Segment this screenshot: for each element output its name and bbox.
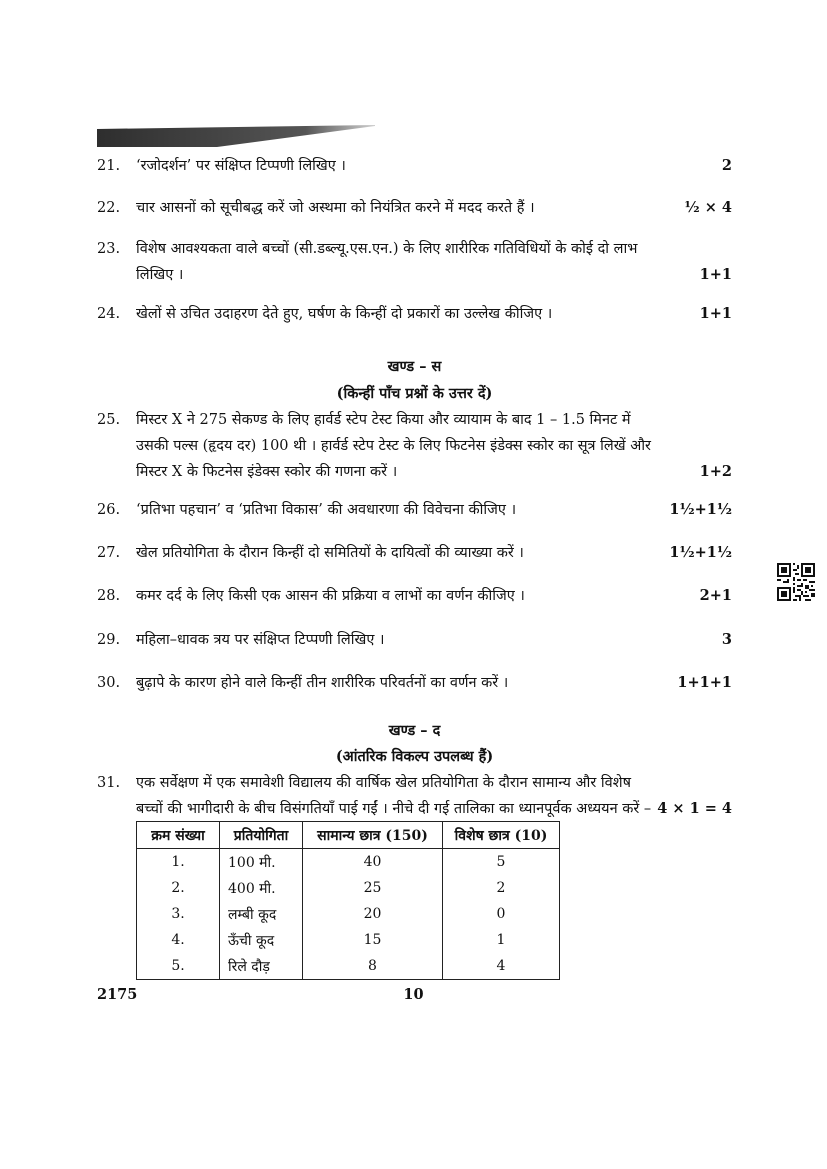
table-row	[137, 901, 560, 927]
question-text: एक सर्वेक्षण में एक समावेशी विद्यालय की वार्षिक खेल प्रतियोगिता के दौरान सामान्य और विशेष बच्चों की भागीदारी के बीच विसंगतियाँ पाई गईं । नीचे दी गई तालिका का ध्यानपूर्वक अध्ययन करें –	[136, 775, 652, 817]
table-cell: 400 मी.	[220, 875, 303, 901]
question-22	[97, 195, 732, 221]
question-text: चार आसनों को सूचीबद्ध करें जो अस्थमा को नियंत्रित करने में मदद करते हैं ।	[136, 200, 535, 216]
question-30	[97, 670, 732, 696]
question-number: 27.	[97, 545, 121, 561]
question-21	[97, 153, 732, 179]
question-24	[97, 301, 732, 327]
table-cell: 0	[443, 901, 560, 927]
question-marks: 1½+1½	[669, 501, 732, 518]
table-cell: 1.	[137, 849, 220, 876]
table-header: क्रम संख्या	[137, 822, 220, 849]
table-header: विशेष छात्र (10)	[443, 822, 560, 849]
table-header: सामान्य छात्र (150)	[303, 822, 443, 849]
question-27	[97, 540, 732, 566]
question-number: 28.	[97, 588, 121, 604]
question-text: विशेष आवश्यकता वाले बच्चों (सी.डब्ल्यू.एस.एन.) के लिए शारीरिक गतिविधियों के कोई दो लाभ लिखिए ।	[136, 241, 638, 283]
question-text: कमर दर्द के लिए किसी एक आसन की प्रक्रिया व लाभों का वर्णन कीजिए ।	[136, 588, 525, 604]
section-c-instruction: (किन्हीं पाँच प्रश्नों के उत्तर दें)	[336, 385, 493, 402]
question-marks: 1+1	[699, 266, 732, 283]
table-cell: 3.	[137, 901, 220, 927]
table-cell: 100 मी.	[220, 849, 303, 876]
question-number: 24.	[97, 306, 121, 322]
header-bar	[97, 125, 375, 147]
question-25	[97, 407, 732, 485]
question-marks: 1+1+1	[677, 674, 732, 691]
section-d-instruction: (आंतरिक विकल्प उपलब्ध हैं)	[335, 748, 494, 765]
question-text: ‘प्रतिभा पहचान’ व ‘प्रतिभा विकास’ की अवधारणा की विवेचना कीजिए ।	[136, 502, 517, 518]
table-cell: 2	[443, 875, 560, 901]
table-cell: 8	[303, 953, 443, 980]
question-text: खेल प्रतियोगिता के दौरान किन्हीं दो समितियों के दायित्वों की व्याख्या करें ।	[136, 545, 524, 561]
section-d-title: खण्ड – द	[388, 722, 441, 739]
table-header: प्रतियोगिता	[220, 822, 303, 849]
table-cell: 4	[443, 953, 560, 980]
question-marks: 3	[721, 631, 732, 648]
question-31	[97, 770, 732, 822]
question-text: मिस्टर X ने 275 सेकण्ड के लिए हार्वर्ड स्टेप टेस्ट किया और व्यायाम के बाद 1 – 1.5 मिनट में उसकी पल्स (हृदय दर) 100 थी । हार्वर्ड स्टेप टेस्ट के लिए फिटनेस इंडेक्स स्कोर का सूत्र लिखें और मिस्टर X के फिटनेस इंडेक्स स्कोर की गणना करें ।	[136, 412, 651, 480]
question-text: बुढ़ापे के कारण होने वाले किन्हीं तीन शारीरिक परिवर्तनों का वर्णन करें ।	[136, 675, 509, 691]
table-cell: 40	[303, 849, 443, 876]
table-cell: 25	[303, 875, 443, 901]
table-cell: ऊँची कूद	[220, 927, 303, 953]
page-number: 10	[403, 986, 424, 1003]
question-number: 30.	[97, 675, 121, 691]
table-cell: 1	[443, 927, 560, 953]
question-number: 23.	[97, 241, 121, 257]
question-28	[97, 583, 732, 609]
table-row	[137, 849, 560, 876]
table-cell: 2.	[137, 875, 220, 901]
question-marks: 4 × 1 = 4	[657, 800, 732, 817]
question-marks: ½ × 4	[684, 199, 732, 216]
question-number: 29.	[97, 632, 121, 648]
table-cell: रिले दौड़	[220, 953, 303, 980]
table-row	[137, 927, 560, 953]
question-marks: 2	[721, 157, 732, 174]
table-cell: 4.	[137, 927, 220, 953]
table-cell: 5.	[137, 953, 220, 980]
participation-table	[136, 821, 560, 980]
table-cell: 15	[303, 927, 443, 953]
question-23	[97, 236, 732, 288]
table-row	[137, 875, 560, 901]
question-26	[97, 497, 732, 523]
question-marks: 2+1	[699, 587, 732, 604]
question-number: 31.	[97, 775, 121, 791]
section-c-title: खण्ड – स	[387, 358, 442, 375]
question-number: 22.	[97, 200, 121, 216]
table-header-row	[137, 822, 560, 849]
question-text: खेलों से उचित उदाहरण देते हुए, घर्षण के किन्हीं दो प्रकारों का उल्लेख कीजिए ।	[136, 306, 553, 322]
table-cell: 5	[443, 849, 560, 876]
table-row	[137, 953, 560, 980]
qr-code-icon	[777, 563, 815, 601]
question-marks: 1+2	[699, 463, 732, 480]
question-text: महिला–धावक त्रय पर संक्षिप्त टिप्पणी लिखिए ।	[136, 632, 385, 648]
question-marks: 1½+1½	[669, 544, 732, 561]
question-marks: 1+1	[699, 305, 732, 322]
question-text: ‘रजोदर्शन’ पर संक्षिप्त टिप्पणी लिखिए ।	[136, 158, 346, 174]
question-29	[97, 627, 732, 653]
table-cell: 20	[303, 901, 443, 927]
table-cell: लम्बी कूद	[220, 901, 303, 927]
paper-code: 2175	[97, 986, 138, 1003]
question-number: 25.	[97, 412, 121, 428]
question-number: 26.	[97, 502, 121, 518]
question-number: 21.	[97, 158, 121, 174]
